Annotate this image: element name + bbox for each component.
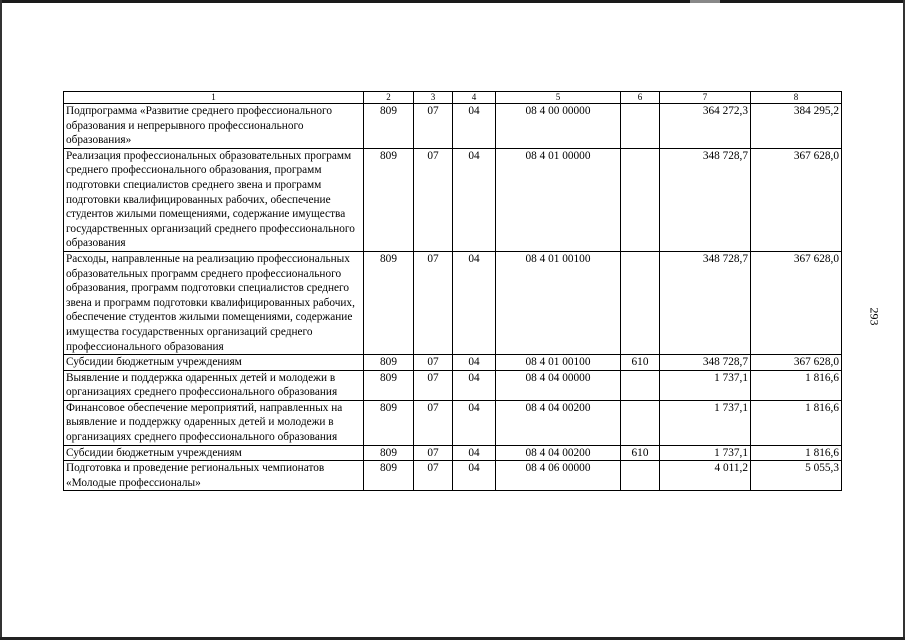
row-amount-1: 4 011,2 bbox=[660, 461, 751, 491]
header-col-3: 3 bbox=[414, 92, 453, 104]
header-row bbox=[64, 92, 842, 104]
row-amount-2: 1 816,6 bbox=[751, 370, 842, 400]
page-number: 293 bbox=[867, 307, 882, 326]
row-name: Финансовое обеспечение мероприятий, направленных на выявление и поддержку одаренных детей и молодежи в организациях среднего профессионального образования bbox=[64, 400, 364, 445]
row-expense-type bbox=[621, 461, 660, 491]
row-name: Подготовка и проведение региональных чемпионатов «Молодые профессионалы» bbox=[64, 461, 364, 491]
row-expense-type bbox=[621, 104, 660, 149]
row-section: 07 bbox=[414, 104, 453, 149]
row-name: Субсидии бюджетным учреждениям bbox=[64, 355, 364, 371]
row-amount-1: 364 272,3 bbox=[660, 104, 751, 149]
row-ministry-code: 809 bbox=[364, 400, 414, 445]
row-subsection: 04 bbox=[453, 445, 496, 461]
row-section: 07 bbox=[414, 461, 453, 491]
table-row bbox=[64, 104, 842, 149]
table-row bbox=[64, 355, 842, 371]
row-amount-1: 348 728,7 bbox=[660, 148, 751, 251]
row-name: Субсидии бюджетным учреждениям bbox=[64, 445, 364, 461]
header-col-6: 6 bbox=[621, 92, 660, 104]
row-name: Реализация профессиональных образовательных программ среднего профессионального образования, программ подготовки специалистов среднего звена и программ подготовки квалифицированных рабочих, обеспечение студентов жилыми помещениями, содержание имущества государственных организаций среднего профессионального образования bbox=[64, 148, 364, 251]
row-subsection: 04 bbox=[453, 355, 496, 371]
row-target-article: 08 4 01 00000 bbox=[496, 148, 621, 251]
row-amount-1: 348 728,7 bbox=[660, 251, 751, 354]
table-row bbox=[64, 370, 842, 400]
row-section: 07 bbox=[414, 370, 453, 400]
row-amount-2: 1 816,6 bbox=[751, 445, 842, 461]
header-col-8: 8 bbox=[751, 92, 842, 104]
row-expense-type: 610 bbox=[621, 445, 660, 461]
header-col-5: 5 bbox=[496, 92, 621, 104]
row-target-article: 08 4 01 00100 bbox=[496, 355, 621, 371]
row-ministry-code: 809 bbox=[364, 461, 414, 491]
row-amount-2: 367 628,0 bbox=[751, 355, 842, 371]
header-col-1: 1 bbox=[64, 92, 364, 104]
table-row bbox=[64, 445, 842, 461]
row-expense-type bbox=[621, 148, 660, 251]
row-subsection: 04 bbox=[453, 148, 496, 251]
row-ministry-code: 809 bbox=[364, 251, 414, 354]
row-subsection: 04 bbox=[453, 400, 496, 445]
row-amount-2: 384 295,2 bbox=[751, 104, 842, 149]
budget-table bbox=[63, 91, 842, 491]
row-subsection: 04 bbox=[453, 461, 496, 491]
row-target-article: 08 4 01 00100 bbox=[496, 251, 621, 354]
row-amount-2: 5 055,3 bbox=[751, 461, 842, 491]
table-row bbox=[64, 251, 842, 354]
row-target-article: 08 4 00 00000 bbox=[496, 104, 621, 149]
scan-border-left bbox=[0, 0, 2, 640]
row-ministry-code: 809 bbox=[364, 445, 414, 461]
header-col-7: 7 bbox=[660, 92, 751, 104]
table-body bbox=[64, 104, 842, 491]
row-section: 07 bbox=[414, 251, 453, 354]
row-section: 07 bbox=[414, 400, 453, 445]
scan-artifact bbox=[690, 0, 720, 3]
header-col-4: 4 bbox=[453, 92, 496, 104]
header-col-2: 2 bbox=[364, 92, 414, 104]
table-row bbox=[64, 400, 842, 445]
row-name: Подпрограмма «Развитие среднего профессионального образования и непрерывного профессионального образования» bbox=[64, 104, 364, 149]
row-expense-type bbox=[621, 251, 660, 354]
row-amount-1: 1 737,1 bbox=[660, 400, 751, 445]
row-name: Выявление и поддержка одаренных детей и молодежи в организациях среднего профессионального образования bbox=[64, 370, 364, 400]
row-subsection: 04 bbox=[453, 251, 496, 354]
row-ministry-code: 809 bbox=[364, 148, 414, 251]
row-amount-2: 367 628,0 bbox=[751, 148, 842, 251]
row-amount-2: 367 628,0 bbox=[751, 251, 842, 354]
row-target-article: 08 4 06 00000 bbox=[496, 461, 621, 491]
row-expense-type bbox=[621, 400, 660, 445]
row-amount-1: 1 737,1 bbox=[660, 370, 751, 400]
row-subsection: 04 bbox=[453, 104, 496, 149]
row-ministry-code: 809 bbox=[364, 104, 414, 149]
row-expense-type bbox=[621, 370, 660, 400]
row-target-article: 08 4 04 00200 bbox=[496, 445, 621, 461]
table-row bbox=[64, 461, 842, 491]
row-subsection: 04 bbox=[453, 370, 496, 400]
row-target-article: 08 4 04 00200 bbox=[496, 400, 621, 445]
row-ministry-code: 809 bbox=[364, 355, 414, 371]
row-section: 07 bbox=[414, 445, 453, 461]
row-section: 07 bbox=[414, 355, 453, 371]
scan-border-top bbox=[0, 0, 905, 3]
row-ministry-code: 809 bbox=[364, 370, 414, 400]
row-expense-type: 610 bbox=[621, 355, 660, 371]
row-amount-2: 1 816,6 bbox=[751, 400, 842, 445]
row-section: 07 bbox=[414, 148, 453, 251]
table-header bbox=[64, 92, 842, 104]
table-row bbox=[64, 148, 842, 251]
row-target-article: 08 4 04 00000 bbox=[496, 370, 621, 400]
row-name: Расходы, направленные на реализацию профессиональных образовательных программ среднего профессионального образования, программ подготовки специалистов среднего звена и программ подготовки квалифицированных рабочих, обеспечение студентов жилыми помещениями, содержание имущества государственных организаций среднего профессионального образования bbox=[64, 251, 364, 354]
row-amount-1: 348 728,7 bbox=[660, 355, 751, 371]
row-amount-1: 1 737,1 bbox=[660, 445, 751, 461]
